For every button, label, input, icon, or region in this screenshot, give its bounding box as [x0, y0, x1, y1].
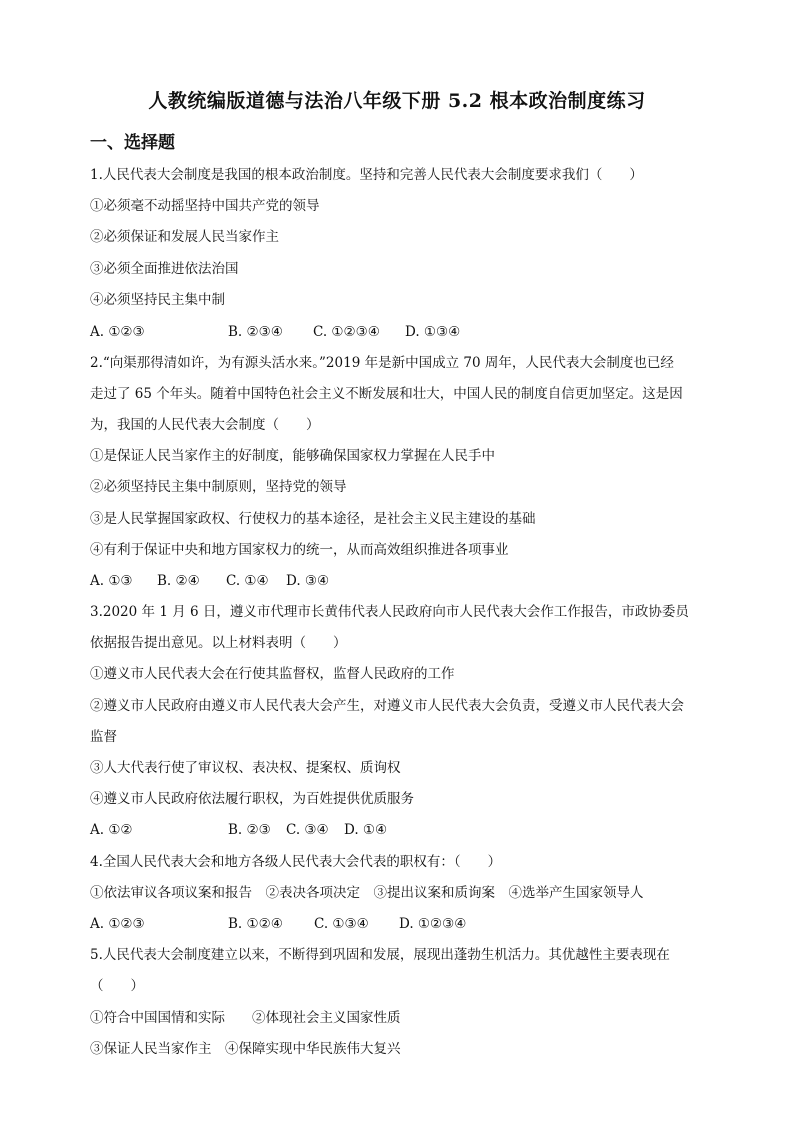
q3-option-c: C. ③④	[286, 822, 329, 838]
q2-item-3: ③是人民掌握国家政权、行使权力的基本途径，是社会主义民主建设的基础	[90, 511, 536, 527]
q3-option-d: D. ①④	[344, 822, 388, 838]
q5-stem-line-2: （ ）	[90, 978, 144, 994]
q4-option-c: C. ①③④	[314, 916, 369, 932]
q4-items: ①依法审议各项议案和报告 ②表决各项决定 ③提出议案和质询案 ④选举产生国家领导人	[90, 885, 644, 901]
q1-item-1: ①必须毫不动摇坚持中国共产党的领导	[90, 198, 320, 214]
q1-item-3: ③必须全面推进依法治国	[90, 261, 239, 277]
q2-item-2: ②必须坚持民主集中制原则，坚持党的领导	[90, 479, 347, 495]
q4-option-b: B. ①②④	[228, 916, 283, 932]
q2-item-1: ①是保证人民当家作主的好制度，能够确保国家权力掌握在人民手中	[90, 448, 495, 464]
q3-item-4: ④遵义市人民政府依法履行职权，为百姓提供优质服务	[90, 791, 414, 807]
q1-option-d: D. ①③④	[405, 324, 461, 340]
q3-option-b: B. ②③	[228, 822, 271, 838]
q2-option-d: D. ③④	[286, 573, 330, 589]
q5-items-line-1: ①符合中国国情和实际 ②体现社会主义国家性质	[90, 1010, 401, 1026]
q4-option-a: A. ①②③	[90, 916, 145, 932]
document-title: 人教统编版道德与法治八年级下册 5.2 根本政治制度练习	[148, 90, 646, 112]
q5-items-line-2: ③保证人民当家作主 ④保障实现中华民族伟大复兴	[90, 1041, 401, 1057]
q5-stem-line-1: 5.人民代表大会制度建立以来，不断得到巩固和发展，展现出蓬勃生机活力。其优越性主要表现在	[90, 947, 670, 963]
q2-stem-line-3: 为，我国的人民代表大会制度（ ）	[90, 417, 320, 433]
q1-option-b: B. ②③④	[228, 324, 283, 340]
q2-option-a: A. ①③	[90, 573, 133, 589]
q3-stem-line-2: 依据报告提出意见。以上材料表明（ ）	[90, 635, 347, 651]
q3-stem-line-1: 3.2020 年 1 月 6 日，遵义市代理市长黄伟代表人民政府向市人民代表大会作工作报告，市政协委员	[90, 604, 689, 620]
q2-option-c: C. ①④	[226, 573, 269, 589]
q3-item-2: ②遵义市人民政府由遵义市人民代表大会产生，对遵义市人民代表大会负责，受遵义市人民代表大会	[90, 698, 684, 714]
q1-item-4: ④必须坚持民主集中制	[90, 292, 225, 308]
section-heading: 一、选择题	[90, 133, 175, 153]
q2-stem-line-2: 走过了 65 个年头。随着中国特色社会主义不断发展和壮大，中国人民的制度自信更加坚定。这是因	[90, 386, 683, 402]
q3-item-2-cont: 监督	[90, 729, 117, 745]
q3-item-3: ③人大代表行使了审议权、表决权、提案权、质询权	[90, 760, 401, 776]
q3-option-a: A. ①②	[90, 822, 133, 838]
q2-stem-line-1: 2.“向渠那得清如许，为有源头活水来。”2019 年是新中国成立 70 周年，人民代表大会制度也已经	[90, 355, 674, 371]
q2-option-b: B. ②④	[157, 573, 200, 589]
q1-option-c: C. ①②③④	[313, 324, 380, 340]
q4-option-d: D. ①②③④	[399, 916, 467, 932]
q2-item-4: ④有利于保证中央和地方国家权力的统一，从而高效组织推进各项事业	[90, 542, 509, 558]
q3-item-1: ①遵义市人民代表大会在行使其监督权，监督人民政府的工作	[90, 666, 455, 682]
q4-stem: 4.全国人民代表大会和地方各级人民代表大会代表的职权有：（ ）	[90, 854, 502, 870]
q1-item-2: ②必须保证和发展人民当家作主	[90, 229, 279, 245]
q1-option-a: A. ①②③	[90, 324, 145, 340]
q1-stem: 1.人民代表大会制度是我国的根本政治制度。坚持和完善人民代表大会制度要求我们（ ）	[90, 167, 643, 183]
